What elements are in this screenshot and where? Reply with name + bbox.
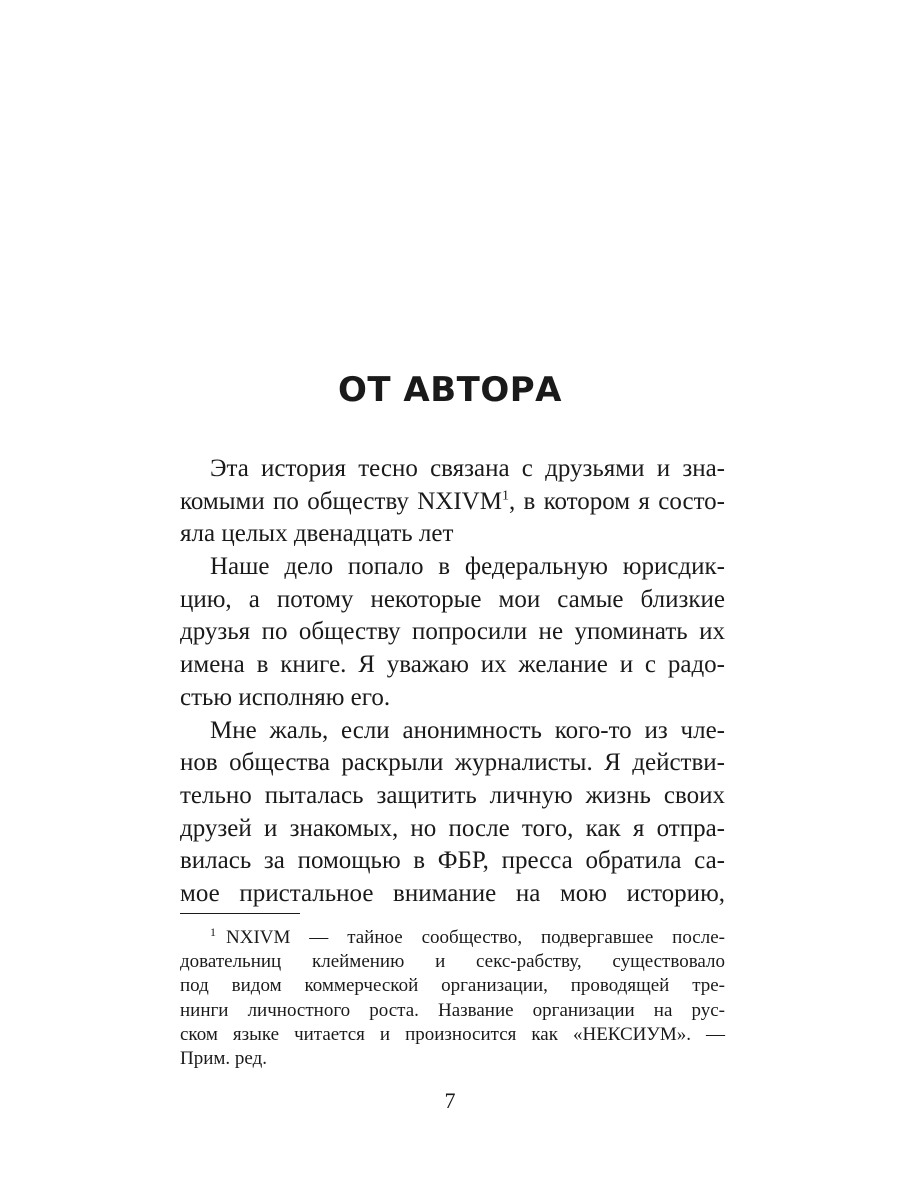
footnote-line: довательниц клеймению и секс-рабству, существовало: [180, 951, 725, 973]
footnote-marker: 1: [210, 924, 216, 939]
footnote-reference[interactable]: 1: [501, 488, 509, 504]
text-line: яла целых двенадцать лет: [180, 520, 454, 548]
footnote: [180, 926, 725, 1071]
text-line: друзья по обществу попросили не упоминать их: [180, 618, 725, 646]
text-fragment: , в котором я состо-: [508, 487, 725, 515]
text-line: тельно пыталась защитить личную жизнь своих: [180, 781, 725, 809]
text-line: [180, 486, 725, 519]
footnote-line: нинги личностного роста. Название организации на рус-: [180, 999, 725, 1021]
footnote-line: под видом коммерческой организации, проводящей тре-: [180, 975, 725, 997]
text-fragment: комыми по обществу NXIVM: [180, 487, 502, 515]
text-line: нов общества раскрыли журналисты. Я действи-: [180, 749, 725, 777]
text-line: имена в книге. Я уважаю их желание и с радо-: [180, 651, 725, 679]
text-line: вилась за помощью в ФБР, пресса обратила са-: [180, 847, 725, 875]
text-fragment: NXIVM — тайное сообщество, подвергавшее после-: [226, 927, 725, 948]
body-text: [180, 453, 725, 911]
text-line: мое пристальное внимание на мою историю,: [180, 879, 725, 907]
text-line: друзей и знакомых, но после того, как я отпра-: [180, 814, 725, 842]
footnote-line: ском языке читается и произносится как «НЕКСИУМ». —: [180, 1023, 725, 1045]
page-number: 7: [444, 1088, 456, 1113]
footnote-divider: [180, 913, 300, 914]
chapter-title: ОТ АВТОРА: [338, 370, 562, 410]
text-line: Мне жаль, если анонимность кого-то из чле-: [210, 716, 725, 744]
text-line: стью исполняю его.: [180, 683, 391, 711]
text-line: Наше дело попало в федеральную юрисдик-: [210, 553, 725, 581]
text-line: цию, а потому некоторые мои самые близкие: [180, 585, 725, 613]
text-line: Эта история тесно связана с друзьями и зна-: [210, 455, 725, 482]
footnote-line: Прим. ред.: [180, 1047, 268, 1069]
footnote-line: [180, 926, 725, 950]
